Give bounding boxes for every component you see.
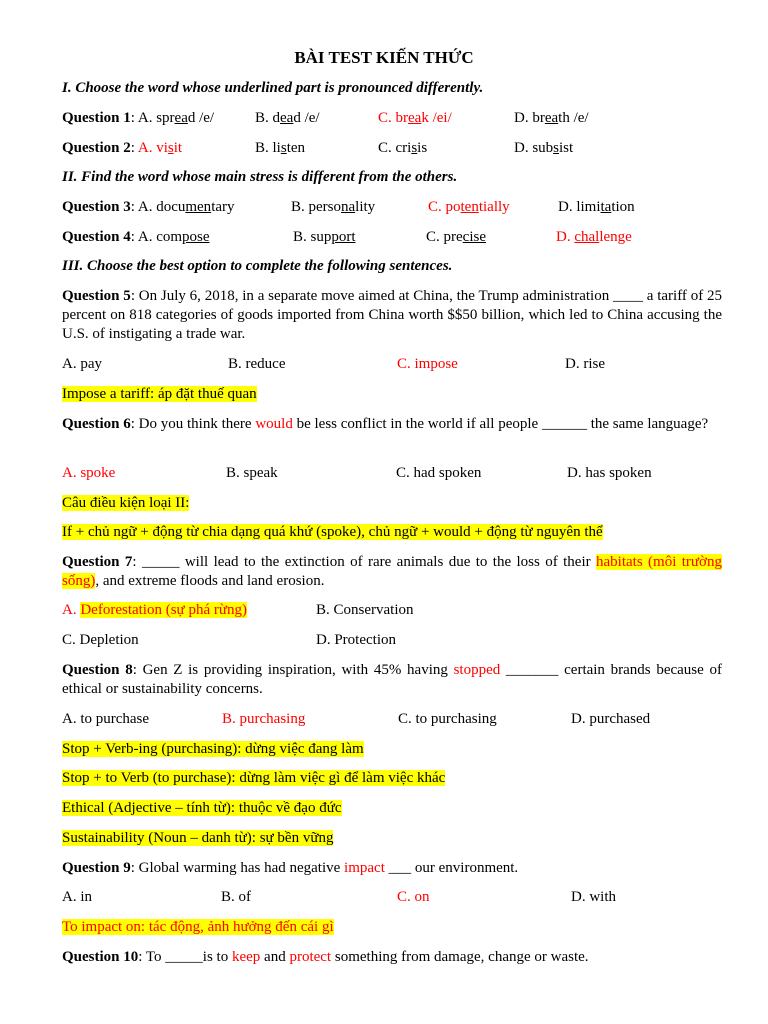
question-6-options — [62, 464, 722, 483]
question-label: Question 2 — [62, 140, 131, 156]
option-c: C. to purchasing — [398, 711, 497, 727]
question-7-options-row-1 — [62, 601, 722, 620]
question-label: Question 9 — [62, 860, 131, 876]
question-4: Question 4: A. compose B. support C. precise D. challenge — [62, 229, 632, 245]
option-c-answer: C. potentially — [428, 199, 510, 215]
option-a-answer: A. Deforestation (sự phá rừng) — [62, 602, 247, 618]
option-a: A. pay — [62, 356, 102, 372]
question-2: Question 2: A. visit B. listen C. crisis D. subsist — [62, 140, 574, 156]
question-label: Question 1 — [62, 110, 131, 126]
question-6: Question 6: Do you think there would be less conflict in the world if all people ______ the same language? — [62, 416, 709, 432]
option-b: B. reduce — [228, 356, 286, 372]
option-c: C. had spoken — [396, 465, 482, 481]
question-8-note-1: Stop + Verb-ing (purchasing): dừng việc đang làm — [62, 741, 364, 757]
option-b: B. dead /e/ — [255, 110, 320, 126]
option-d: D. purchased — [571, 711, 651, 727]
question-9: Question 9: Global warming has had negative impact ___ our environment. — [62, 860, 519, 876]
option-a: A. to purchase — [62, 711, 150, 727]
option-b-answer: B. purchasing — [222, 711, 306, 727]
question-text: : On July 6, 2018, in a separate move aimed at China, the Trump administration ____ a tariff of 25 percent on 818 categories of goods imported from China worth $$50 billion, which led to China accusing the U.S. of instigating a trade war. — [62, 288, 722, 342]
option-d: D. limitation — [558, 199, 635, 215]
question-label: Question 7 — [62, 554, 133, 570]
question-9-options — [62, 888, 722, 907]
question-8-options — [62, 710, 722, 729]
option-b: B. speak — [226, 465, 278, 481]
section-2-heading: II. Find the word whose main stress is different from the others. — [62, 169, 458, 185]
question-9-note: To impact on: tác động, ảnh hưởng đến cái gì — [62, 919, 334, 935]
option-a: A. spread /e/ — [137, 110, 215, 126]
question-5-note: Impose a tariff: áp đặt thuế quan — [62, 386, 257, 402]
question-5-options — [62, 355, 722, 374]
question-10: Question 10: To _____is to keep and protect something from damage, change or waste. — [62, 949, 589, 965]
question-8-note-2: Stop + to Verb (to purchase): dừng làm việc gì để làm việc khác — [62, 770, 446, 786]
option-c-answer: C. impose — [397, 356, 458, 372]
option-c-answer: C. on — [397, 889, 430, 905]
option-a: A. in — [62, 889, 92, 905]
option-c: C. crisis — [378, 140, 428, 156]
page-title: BÀI TEST KIẾN THỨC — [294, 48, 474, 67]
option-a: A. compose — [137, 229, 210, 245]
option-c-answer: C. break /ei/ — [378, 110, 452, 126]
option-d: D. breath /e/ — [514, 110, 589, 126]
option-a-answer: A. visit — [137, 140, 183, 156]
question-label: Question 10 — [62, 949, 139, 965]
option-d: D. Protection — [316, 632, 396, 648]
option-d: D. has spoken — [567, 465, 652, 481]
question-8: Question 8: Gen Z is providing inspiration, with 45% having stopped _______ certain brands because of ethical or sustainability concerns. — [62, 662, 722, 697]
option-b: B. support — [293, 229, 356, 245]
question-1: Question 1: A. spread /e/ B. dead /e/ C. break /ei/ D. breath /e/ — [62, 110, 589, 126]
question-6-note-2: If + chủ ngữ + động từ chia dạng quá khứ (spoke), chủ ngữ + would + động từ nguyên thể — [62, 524, 603, 540]
option-d: D. subsist — [514, 140, 574, 156]
option-c: C. Depletion — [62, 632, 139, 648]
question-8-note-4: Sustainability (Noun – danh từ): sự bền vững — [62, 830, 334, 846]
question-8-note-3: Ethical (Adjective – tính từ): thuộc về đạo đức — [62, 800, 342, 816]
question-label: Question 6 — [62, 416, 131, 432]
question-label: Question 8 — [62, 662, 133, 678]
question-7: Question 7: _____ will lead to the extinction of rare animals due to the loss of their habitats (môi trường sống), and extreme floods and land erosion. — [62, 554, 722, 589]
option-a: A. documentary — [137, 199, 235, 215]
question-7-options-row-2 — [62, 631, 722, 650]
option-a-answer: A. spoke — [62, 465, 116, 481]
section-1-heading: I. Choose the word whose underlined part is pronounced differently. — [62, 80, 484, 96]
question-6-note-1: Câu điều kiện loại II: — [62, 495, 190, 511]
option-d-answer: D. challenge — [556, 229, 632, 245]
question-label: Question 3 — [62, 199, 131, 215]
option-b: B. of — [221, 889, 251, 905]
section-3-heading: III. Choose the best option to complete the following sentences. — [62, 258, 453, 274]
question-label: Question 5 — [62, 288, 131, 304]
option-b: B. listen — [255, 140, 306, 156]
option-d: D. with — [571, 889, 616, 905]
question-label: Question 4 — [62, 229, 131, 245]
option-c: C. precise — [426, 229, 486, 245]
option-b: B. Conservation — [316, 602, 414, 618]
option-b: B. personality — [291, 199, 376, 215]
question-3: Question 3: A. documentary B. personality C. potentially D. limitation — [62, 199, 635, 215]
question-5 — [62, 287, 722, 344]
option-d: D. rise — [565, 356, 605, 372]
